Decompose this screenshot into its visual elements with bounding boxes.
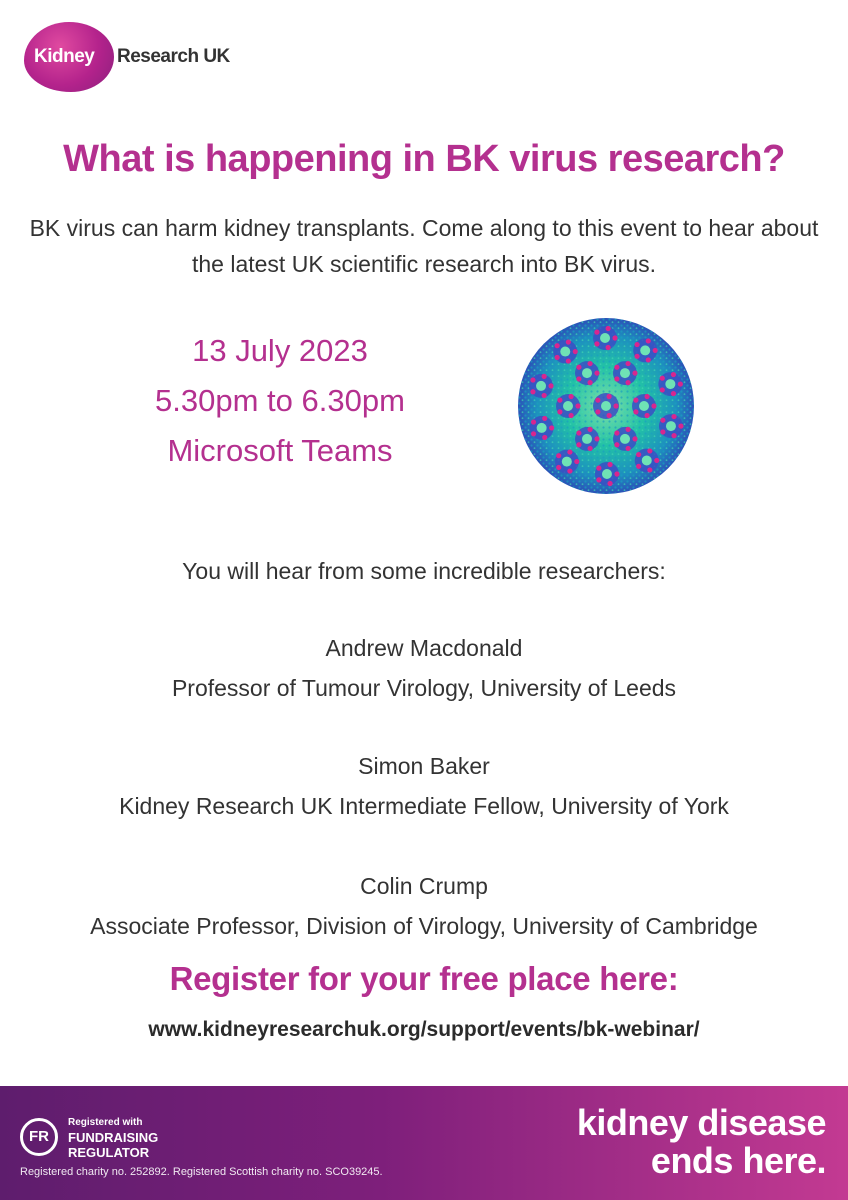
logo-word-research-uk: Research UK — [117, 46, 230, 67]
capsomer-center — [602, 469, 612, 479]
capsomer-spike — [625, 361, 630, 366]
capsomer-spike — [542, 416, 547, 421]
capsomer-spike — [647, 448, 652, 453]
capsomer-spike — [660, 376, 665, 381]
capsomer-spike — [607, 462, 612, 467]
speaker-3-name: Colin Crump — [360, 873, 488, 899]
capsomer-center — [560, 347, 570, 357]
capsomer-spike — [636, 452, 641, 457]
capsomer-spike — [654, 458, 659, 463]
capsomer-spike — [555, 355, 560, 360]
capsomer-spike — [568, 413, 573, 418]
capsomer-center — [536, 381, 546, 391]
capsomer-spike — [556, 453, 561, 458]
capsomer-spike — [607, 481, 612, 486]
capsomer-spike — [660, 387, 665, 392]
capsomer-spike — [632, 436, 637, 441]
capsomer-spike — [606, 345, 611, 350]
capsomer-center — [601, 401, 611, 411]
capsomer-spike — [646, 338, 651, 343]
capsomer-spike — [595, 398, 600, 403]
charity-numbers: Registered charity no. 252892. Registered Scottish charity no. SCO39245. — [20, 1166, 383, 1178]
capsomer-spike — [594, 330, 599, 335]
capsomer-spike — [644, 394, 649, 399]
capsomer-center — [600, 333, 610, 343]
capsomer-spike — [576, 430, 581, 435]
tagline — [577, 1104, 826, 1180]
capsomer-spike — [567, 449, 572, 454]
capsomer-spike — [594, 341, 599, 346]
capsomer-spike — [671, 372, 676, 377]
event-date: 13 July 2023 — [192, 333, 368, 368]
tagline-line-2: ends here. — [650, 1140, 826, 1181]
capsomer-spike — [567, 468, 572, 473]
capsomer-spike — [576, 442, 581, 447]
capsomer-spike — [568, 394, 573, 399]
capsomer-spike — [625, 446, 630, 451]
capsomer-spike — [625, 427, 630, 432]
capsomer-spike — [636, 464, 641, 469]
capsomer-spike — [606, 413, 611, 418]
capsomer-spike — [576, 376, 581, 381]
capsomer-spike — [596, 466, 601, 471]
capsomer-spike — [671, 391, 676, 396]
capsomer-center — [563, 401, 573, 411]
capsomer-spike — [594, 370, 599, 375]
capsomer-spike — [566, 339, 571, 344]
capsomer-spike — [555, 343, 560, 348]
capsomer-spike — [542, 435, 547, 440]
speaker-1-role: Professor of Tumour Virology, University of Leeds — [171, 675, 677, 701]
fr-name-line-1: FUNDRAISING — [68, 1130, 159, 1145]
capsomer-center — [639, 401, 649, 411]
capsomer-spike — [606, 326, 611, 331]
capsomer-spike — [647, 467, 652, 472]
capsomer-spike — [612, 335, 617, 340]
fundraising-regulator-icon: FR — [20, 1118, 58, 1156]
capsomer-spike — [646, 357, 651, 362]
capsomer-spike — [634, 354, 639, 359]
register-heading: Register for your free place here: — [169, 960, 679, 997]
capsomer-spike — [614, 430, 619, 435]
capsomer-spike — [556, 465, 561, 470]
capsomer-center — [620, 434, 630, 444]
capsomer-spike — [671, 414, 676, 419]
capsomer-spike — [671, 433, 676, 438]
capsomer-spike — [594, 436, 599, 441]
capsomer-center — [620, 368, 630, 378]
capsomer-spike — [573, 349, 578, 354]
capsomer-spike — [575, 403, 580, 408]
fr-name-line-2: REGULATOR — [68, 1145, 150, 1160]
capsomer-spike — [542, 393, 547, 398]
capsomer-spike — [678, 381, 683, 386]
capsomer-spike — [634, 342, 639, 347]
capsomer-spike — [632, 370, 637, 375]
capsomer-center — [582, 368, 592, 378]
capsomer-center — [642, 455, 652, 465]
capsomer-spike — [557, 398, 562, 403]
capsomer-spike — [548, 383, 553, 388]
capsomer-center — [640, 345, 650, 355]
speaker-1 — [0, 628, 848, 708]
capsomer-spike — [557, 409, 562, 414]
capsomer-spike — [530, 377, 535, 382]
capsomer-spike — [653, 348, 658, 353]
capsomer-spike — [644, 413, 649, 418]
tagline-line-1: kidney disease — [576, 1102, 826, 1143]
fr-name — [68, 1130, 158, 1160]
capsomer-spike — [576, 365, 581, 370]
capsomer-spike — [596, 477, 601, 482]
capsomer-spike — [587, 361, 592, 366]
capsomer-spike — [614, 442, 619, 447]
capsomer-center — [562, 457, 572, 467]
capsomer-spike — [633, 398, 638, 403]
capsomer-spike — [633, 409, 638, 414]
capsomer-spike — [549, 425, 554, 430]
capsomer-spike — [625, 380, 630, 385]
capsomer-spike — [574, 459, 579, 464]
capsomer-spike — [614, 471, 619, 476]
capsomer-spike — [587, 380, 592, 385]
capsomer-center — [666, 421, 676, 431]
capsomer-center — [582, 434, 592, 444]
capsomer-spike — [595, 409, 600, 414]
capsomer-center — [537, 423, 547, 433]
speaker-3-role: Associate Professor, Division of Virology, University of Cambridge — [90, 913, 758, 939]
speaker-3 — [0, 866, 848, 946]
capsomer-spike — [606, 394, 611, 399]
speaker-2 — [0, 746, 848, 826]
page-title: What is happening in BK virus research? — [63, 138, 785, 180]
event-details — [110, 326, 450, 476]
speaker-2-name: Simon Baker — [358, 753, 490, 779]
capsomer-spike — [613, 403, 618, 408]
capsomer-spike — [678, 423, 683, 428]
intro-text: BK virus can harm kidney transplants. Come along to this event to hear about the latest UK scientific research into BK virus. — [29, 215, 819, 277]
event-time: 5.30pm to 6.30pm — [155, 383, 405, 418]
logo-word-kidney: Kidney — [34, 46, 95, 67]
capsomer-spike — [587, 446, 592, 451]
kidney-research-uk-logo — [24, 22, 244, 92]
capsomer-spike — [614, 365, 619, 370]
footer-band — [0, 1086, 848, 1200]
capsomer-spike — [614, 376, 619, 381]
capsomer-spike — [531, 431, 536, 436]
capsomer-spike — [542, 374, 547, 379]
capsomer-spike — [660, 418, 665, 423]
capsomer-center — [665, 379, 675, 389]
speaker-1-name: Andrew Macdonald — [325, 635, 523, 661]
capsomer-spike — [660, 429, 665, 434]
fr-registered-with: Registered with — [68, 1117, 143, 1128]
capsomer-spike — [587, 427, 592, 432]
researchers-lead-in: You will hear from some incredible researchers: — [182, 558, 666, 584]
event-platform: Microsoft Teams — [167, 433, 393, 468]
capsomer-spike — [651, 403, 656, 408]
speaker-2-role: Kidney Research UK Intermediate Fellow, University of York — [119, 793, 729, 819]
capsomer-spike — [531, 419, 536, 424]
bk-virus-icon — [512, 312, 700, 500]
registration-link[interactable]: www.kidneyresearchuk.org/support/events/bk-webinar/ — [148, 1018, 700, 1041]
capsomer-spike — [566, 358, 571, 363]
capsomer-spike — [530, 389, 535, 394]
